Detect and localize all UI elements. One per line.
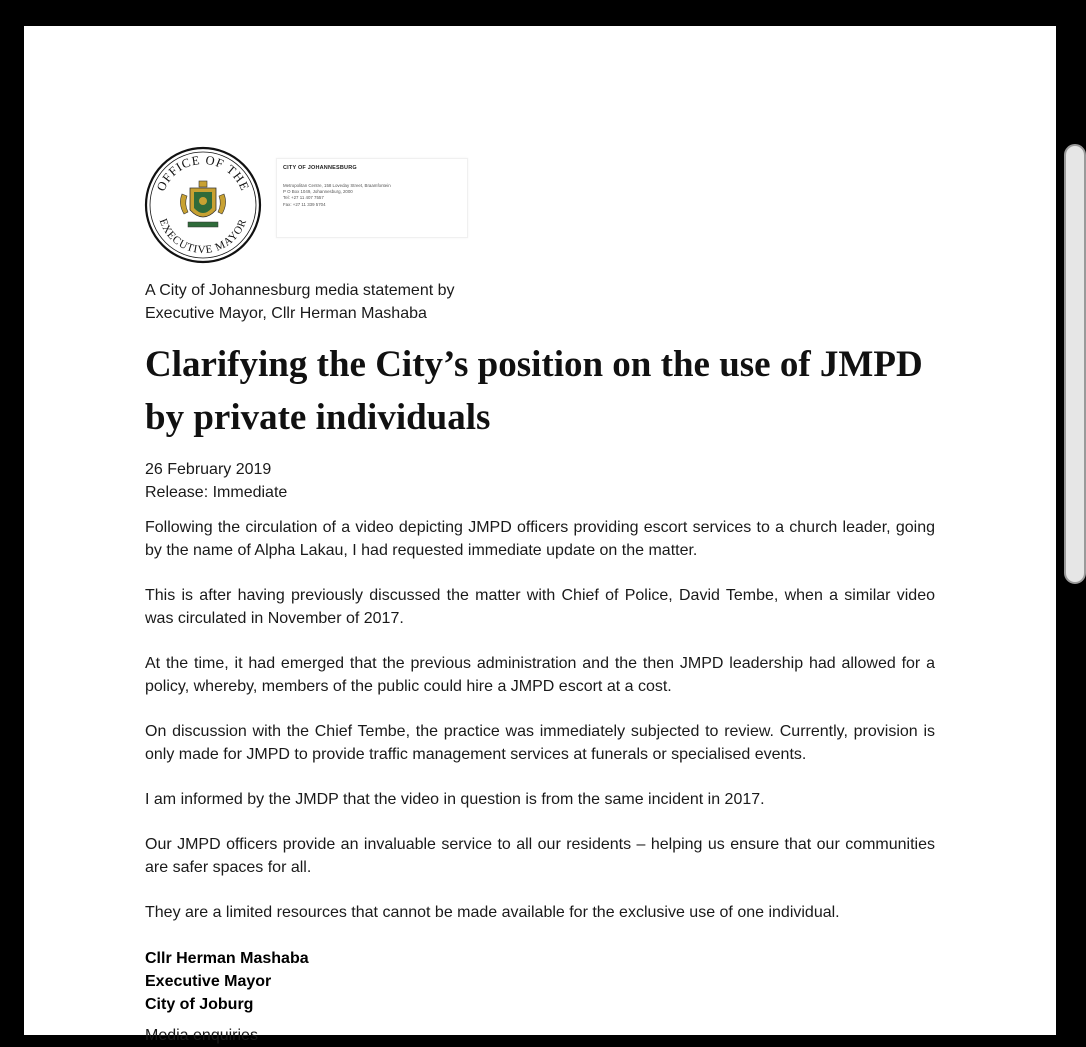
address-line: Tel: +27 11 407 7557 [283,195,324,201]
seal-emblem-icon [144,146,262,264]
scroll-handle[interactable] [1064,144,1086,584]
address-line: Metropolitan Centre, 158 Loveday Street, Braamfontein [283,183,391,188]
address-line: Fax: +27 11 339 5704 [283,201,326,207]
cut-off-line: Media enquiries [145,1027,258,1044]
statement-date: 26 February 2019 [145,461,272,478]
letterhead-address-card [276,158,468,238]
signature-block [145,947,935,1016]
statement-intro [145,279,935,325]
intro-line-2: Executive Mayor, Cllr Herman Mashaba [145,305,427,322]
body-paragraph: At the time, it had emerged that the previous administration and the then JMPD leadership had allowed for a policy, whereby, members of the public could hire a JMPD escort at a cost. [145,655,935,695]
top-bar [0,0,1080,26]
mayor-seal-logo [144,146,262,264]
release-status: Release: Immediate [145,484,288,501]
document-page [24,26,1056,1044]
signatory-name: Cllr Herman Mashaba [145,950,309,967]
svg-text:OFFICE OF THE: OFFICE OF THE [153,152,253,194]
letterhead-org-name: CITY OF JOHANNESBURG [283,165,357,171]
address-line: P O Box 1049, Johannesburg, 2000 [283,189,353,195]
body-paragraph: They are a limited resources that cannot be made available for the exclusive use of one individual. [145,904,840,921]
intro-line-1: A City of Johannesburg media statement by [145,282,455,299]
date-block [145,458,935,504]
body-paragraph: Following the circulation of a video depicting JMPD officers providing escort services to a church leader, going by the name of Alpha Lakau, I had requested immediate update on the matter. [145,519,935,559]
statement-body [145,516,935,946]
body-paragraph: This is after having previously discussed the matter with Chief of Police, David Tembe, when a similar video was circulated in November of 2017. [145,587,935,627]
signatory-title: Executive Mayor [145,973,272,990]
body-paragraph: Our JMPD officers provide an invaluable service to all our residents – helping us ensure that our communities are safer spaces for all. [145,836,935,876]
statement-headline: Clarifying the City’s position on the use of JMPD by private individuals [145,344,923,438]
letterhead-address [283,183,391,208]
body-paragraph: I am informed by the JMDP that the video in question is from the same incident in 2017. [145,791,765,808]
signatory-org: City of Joburg [145,996,254,1013]
body-paragraph: On discussion with the Chief Tembe, the practice was immediately subjected to review. Currently, provision is only made for JMPD to provide traffic management services at funerals or specialised events. [145,723,935,763]
svg-text:EXECUTIVE MAYOR: EXECUTIVE MAYOR [156,217,250,257]
